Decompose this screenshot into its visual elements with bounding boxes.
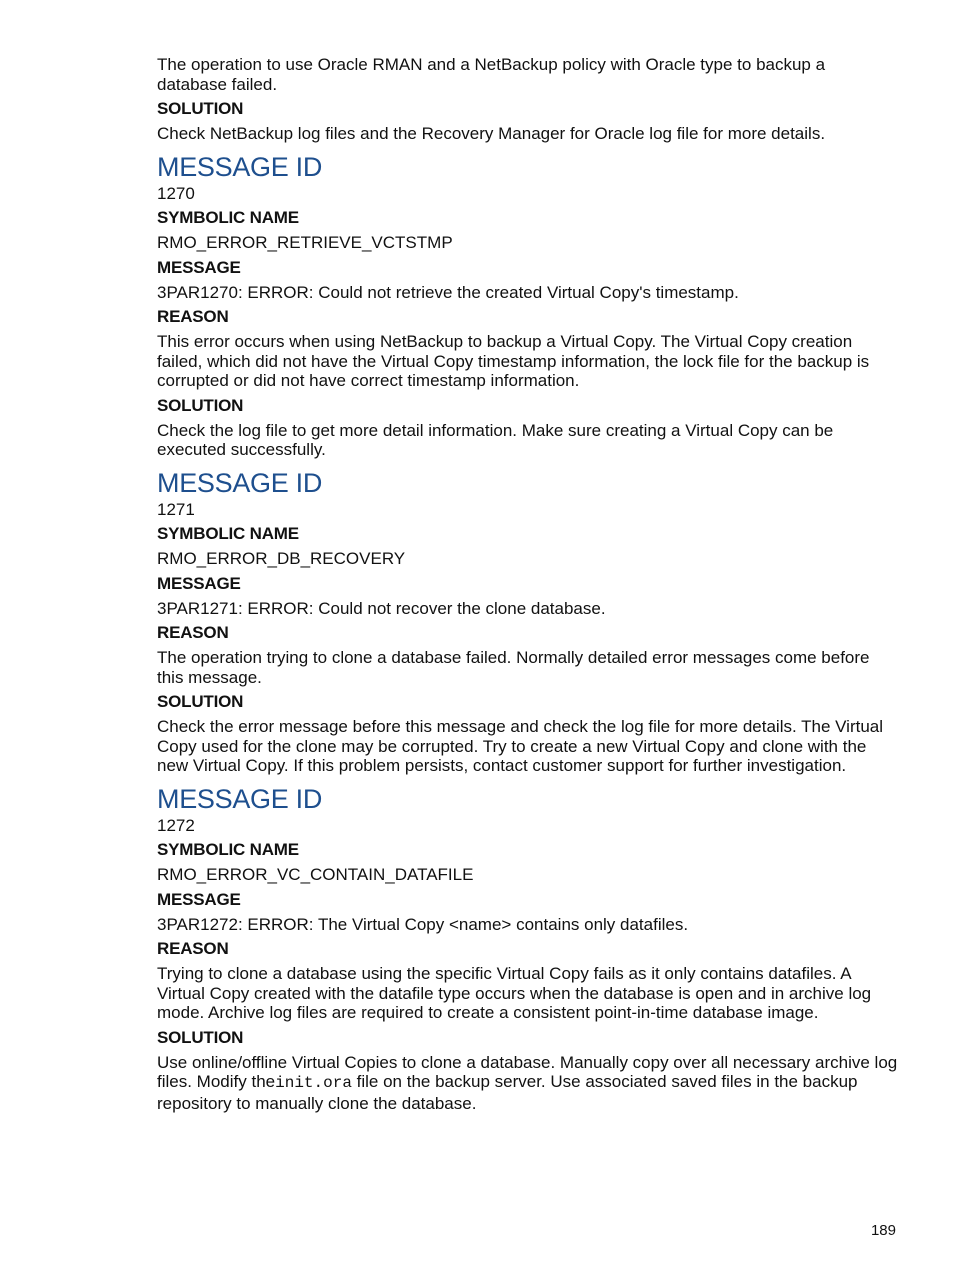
message-label: MESSAGE (157, 889, 241, 909)
symbolic-name-label: SYMBOLIC NAME (157, 524, 299, 543)
message-value: 3PAR1271: ERROR: Could not recover the clone database. (157, 598, 606, 618)
message-entry-1272 (157, 776, 899, 1114)
symbolic-name-label: SYMBOLIC NAME (157, 840, 299, 859)
reason-text: The operation trying to clone a database failed. Normally detailed error messages come before this message. (157, 648, 870, 687)
message-id-value: 1272 (157, 815, 195, 835)
reason-text: This error occurs when using NetBackup to backup a Virtual Copy. The Virtual Copy creation failed, which did not have the Virtual Copy timestamp information, the lock file for the backup is corrupted or did not have correct timestamp information. (157, 332, 870, 390)
solution-label: SOLUTION (157, 692, 244, 711)
symbolic-name-value: RMO_ERROR_RETRIEVE_VCTSTMP (157, 233, 453, 252)
reason-label: REASON (157, 623, 229, 642)
page-content (157, 55, 899, 1113)
message-id-heading: MESSAGE ID (157, 783, 323, 814)
message-label: MESSAGE (157, 257, 241, 277)
solution-text (157, 1053, 899, 1114)
solution-text: Check the log file to get more detail information. Make sure creating a Virtual Copy can be executed successfully. (157, 420, 834, 459)
solution-label: SOLUTION (157, 1027, 244, 1047)
message-value: 3PAR1272: ERROR: The Virtual Copy <name> contains only datafiles. (157, 914, 689, 934)
solution-text-pre: Use online/offline Virtual Copies to clone a database. Manually copy over all necessary archive log files. Modify the (157, 1052, 898, 1091)
message-id-value: 1271 (157, 499, 195, 519)
message-entry-1270 (157, 144, 899, 460)
solution-text-post: file on the backup server. Use associated saved files in the backup repository to manually clone the database. (157, 1072, 858, 1113)
solution-label: SOLUTION (157, 99, 244, 118)
reason-text: Trying to clone a database using the specific Virtual Copy fails as it only contains datafiles. A Virtual Copy created with the datafile type occurs when the database is open and in archive log mode. Archive log files are required to create a consistent point-in-time database image. (157, 964, 872, 1022)
solution-label: SOLUTION (157, 395, 244, 415)
intro-text: The operation to use Oracle RMAN and a NetBackup policy with Oracle type to backup a database failed. (157, 55, 826, 94)
solution-text: Check the error message before this message and check the log file for more details. The Virtual Copy used for the clone may be corrupted. Try to create a new Virtual Copy and clone with the new Virtual Copy. If this problem persists, contact customer support for further investigation. (157, 717, 884, 775)
message-id-heading: MESSAGE ID (157, 151, 323, 182)
init-ora-filename: init.ora (275, 1074, 352, 1092)
symbolic-name-value: RMO_ERROR_VC_CONTAIN_DATAFILE (157, 865, 474, 884)
message-id-value: 1270 (157, 183, 195, 203)
reason-label: REASON (157, 307, 229, 326)
message-label: MESSAGE (157, 573, 241, 593)
message-id-heading: MESSAGE ID (157, 467, 323, 498)
message-value: 3PAR1270: ERROR: Could not retrieve the created Virtual Copy's timestamp. (157, 282, 739, 302)
symbolic-name-label: SYMBOLIC NAME (157, 208, 299, 227)
symbolic-name-value: RMO_ERROR_DB_RECOVERY (157, 549, 406, 568)
page-number: 189 (870, 1222, 896, 1239)
reason-label: REASON (157, 939, 229, 958)
message-entry-1271 (157, 460, 899, 776)
solution-text: Check NetBackup log files and the Recovery Manager for Oracle log file for more details. (157, 124, 826, 143)
